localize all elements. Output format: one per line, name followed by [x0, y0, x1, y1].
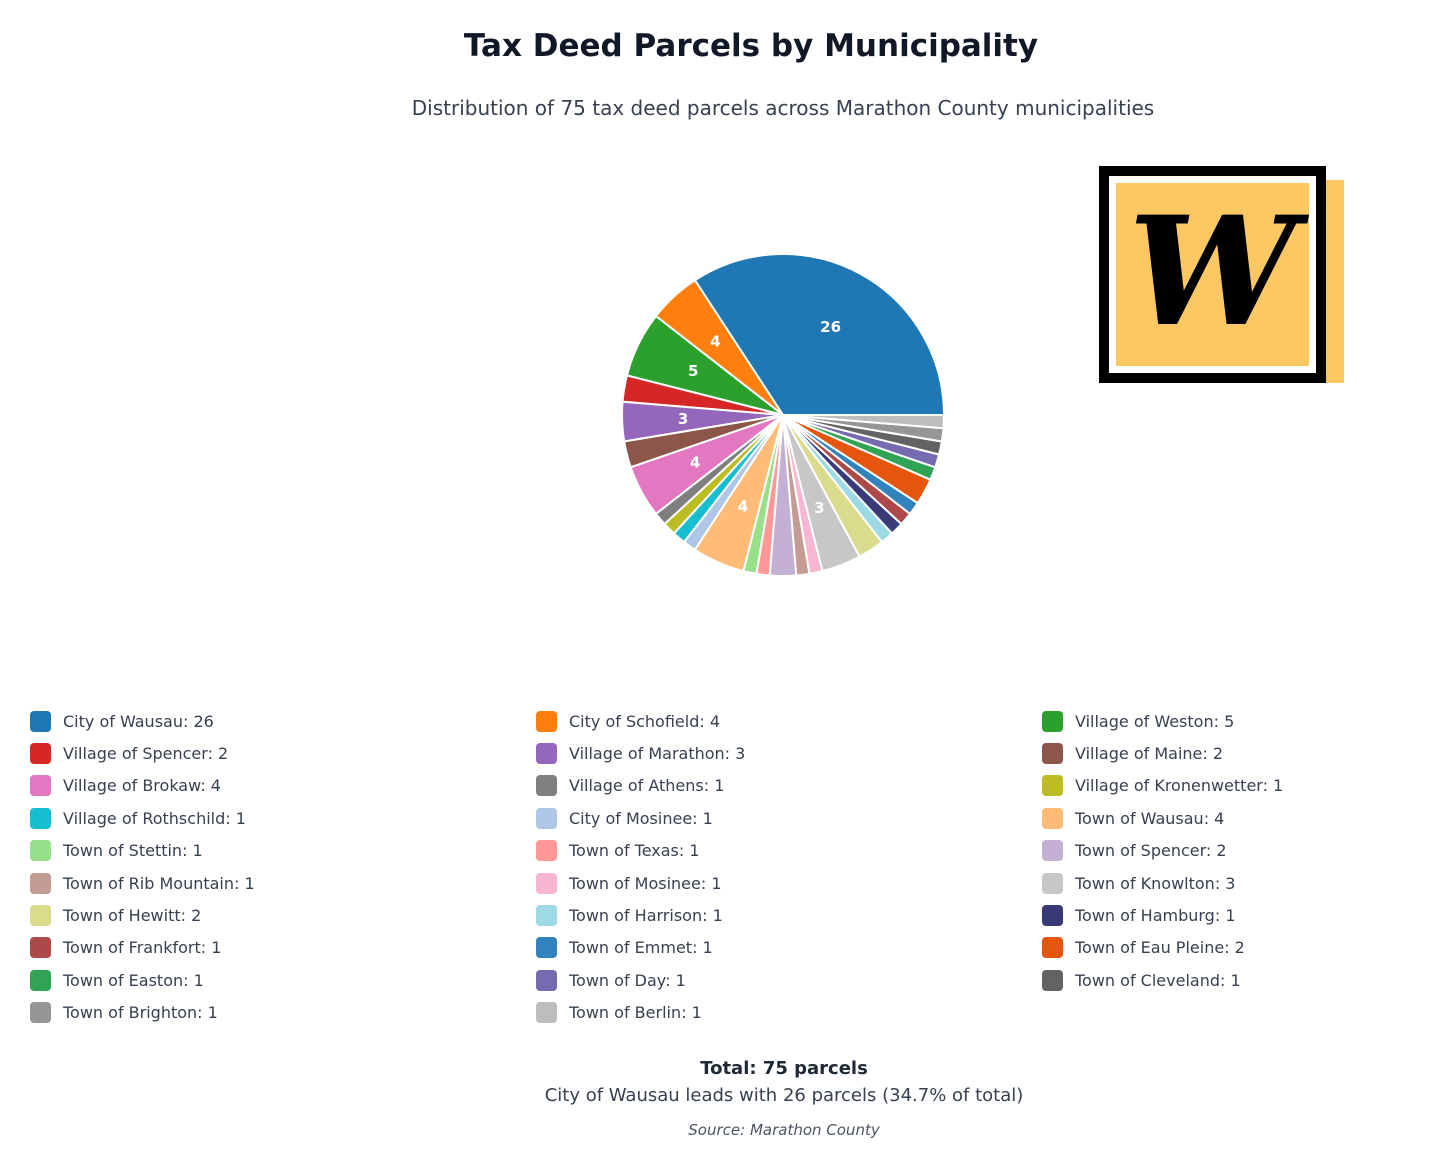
legend-item[interactable] [536, 737, 1042, 769]
legend-swatch [1042, 808, 1063, 829]
legend-item[interactable] [1042, 802, 1450, 834]
legend-swatch [30, 905, 51, 926]
slice-value-label: 4 [689, 453, 701, 472]
slice-value-label: 26 [820, 318, 842, 337]
slice-value-label: 4 [710, 332, 721, 351]
legend-swatch [1042, 743, 1063, 764]
legend-swatch [1042, 873, 1063, 894]
legend-item[interactable] [536, 705, 1042, 737]
legend-item[interactable] [30, 899, 536, 931]
legend-swatch [536, 808, 557, 829]
legend-label: Town of Wausau: 4 [1075, 808, 1225, 828]
legend-swatch [536, 1002, 557, 1023]
legend-label: Town of Stettin: 1 [63, 841, 203, 861]
source-note: Source: Marathon County [688, 1121, 880, 1139]
legend-item[interactable] [1042, 867, 1450, 899]
legend-label: Village of Weston: 5 [1075, 711, 1235, 731]
legend-item[interactable] [1042, 835, 1450, 867]
legend-label: Town of Hamburg: 1 [1075, 906, 1236, 926]
legend-item[interactable] [536, 802, 1042, 834]
legend-item[interactable] [1042, 899, 1450, 931]
legend-swatch [536, 905, 557, 926]
legend-label: Town of Rib Mountain: 1 [63, 873, 255, 893]
legend-swatch [30, 808, 51, 829]
legend-swatch [1042, 970, 1063, 991]
slice-value-label: 4 [737, 497, 749, 516]
legend-label: City of Wausau: 26 [63, 711, 214, 731]
w-letter-logo-icon [1099, 166, 1345, 384]
legend-swatch [1042, 775, 1063, 796]
legend-label: Village of Maine: 2 [1075, 744, 1224, 764]
legend-label: Village of Rothschild: 1 [63, 808, 246, 828]
legend-swatch [536, 937, 557, 958]
legend-swatch [30, 840, 51, 861]
legend-item[interactable] [536, 835, 1042, 867]
legend-swatch [30, 711, 51, 732]
legend-label: Town of Emmet: 1 [569, 938, 713, 958]
legend-label: Village of Kronenwetter: 1 [1075, 776, 1284, 796]
legend-swatch [536, 743, 557, 764]
chart-title: Tax Deed Parcels by Municipality [463, 28, 1039, 64]
legend-label: Town of Berlin: 1 [569, 1003, 702, 1023]
legend-label: Town of Spencer: 2 [1075, 841, 1227, 861]
chart-legend [30, 705, 1450, 1029]
legend-swatch [30, 743, 51, 764]
legend-label: Village of Marathon: 3 [569, 744, 746, 764]
legend-item[interactable] [30, 705, 536, 737]
legend-label: Town of Frankfort: 1 [63, 938, 222, 958]
total-parcels-text: Total: 75 parcels [700, 1058, 868, 1079]
legend-label: Town of Texas: 1 [569, 841, 700, 861]
legend-item[interactable] [30, 932, 536, 964]
legend-item[interactable] [1042, 737, 1450, 769]
legend-label: Town of Harrison: 1 [569, 906, 723, 926]
legend-label: Village of Athens: 1 [569, 776, 725, 796]
legend-swatch [1042, 905, 1063, 926]
legend-label: City of Schofield: 4 [569, 711, 721, 731]
legend-swatch [30, 873, 51, 894]
legend-label: Village of Brokaw: 4 [63, 776, 221, 796]
legend-swatch [1042, 840, 1063, 861]
legend-item[interactable] [30, 802, 536, 834]
legend-label: Town of Eau Pleine: 2 [1075, 938, 1245, 958]
legend-label: Village of Spencer: 2 [63, 744, 229, 764]
legend-item[interactable] [536, 899, 1042, 931]
slice-value-label: 3 [814, 499, 825, 518]
legend-swatch [536, 970, 557, 991]
legend-swatch [536, 775, 557, 796]
legend-swatch [536, 711, 557, 732]
legend-swatch [1042, 711, 1063, 732]
legend-item[interactable] [536, 964, 1042, 996]
legend-item[interactable] [536, 770, 1042, 802]
legend-swatch [30, 937, 51, 958]
legend-item[interactable] [536, 867, 1042, 899]
legend-label: City of Mosinee: 1 [569, 808, 713, 828]
legend-swatch [30, 1002, 51, 1023]
legend-label: Town of Easton: 1 [63, 970, 204, 990]
legend-item[interactable] [30, 835, 536, 867]
legend-item[interactable] [1042, 964, 1450, 996]
legend-item[interactable] [536, 997, 1042, 1029]
slice-value-label: 5 [687, 362, 699, 381]
legend-item[interactable] [1042, 705, 1450, 737]
legend-item[interactable] [30, 737, 536, 769]
legend-swatch [30, 775, 51, 796]
legend-label: Town of Day: 1 [569, 970, 686, 990]
legend-swatch [536, 873, 557, 894]
legend-label: Town of Hewitt: 2 [63, 906, 202, 926]
legend-swatch [536, 840, 557, 861]
legend-label: Town of Knowlton: 3 [1075, 873, 1236, 893]
legend-label: Town of Brighton: 1 [63, 1003, 218, 1023]
chart-subtitle: Distribution of 75 tax deed parcels across Marathon County municipalities [411, 96, 1155, 120]
legend-item[interactable] [30, 964, 536, 996]
legend-item[interactable] [536, 932, 1042, 964]
legend-item[interactable] [30, 997, 536, 1029]
legend-item[interactable] [1042, 932, 1450, 964]
legend-swatch [30, 970, 51, 991]
legend-item[interactable] [1042, 770, 1450, 802]
legend-label: Town of Cleveland: 1 [1075, 970, 1241, 990]
legend-label: Town of Mosinee: 1 [569, 873, 722, 893]
summary-text: City of Wausau leads with 26 parcels (34.7% of total) [544, 1085, 1024, 1106]
logo-letter: W [1128, 184, 1297, 360]
slice-value-label: 3 [677, 410, 689, 429]
legend-swatch [1042, 937, 1063, 958]
legend-item[interactable] [30, 770, 536, 802]
legend-item[interactable] [30, 867, 536, 899]
